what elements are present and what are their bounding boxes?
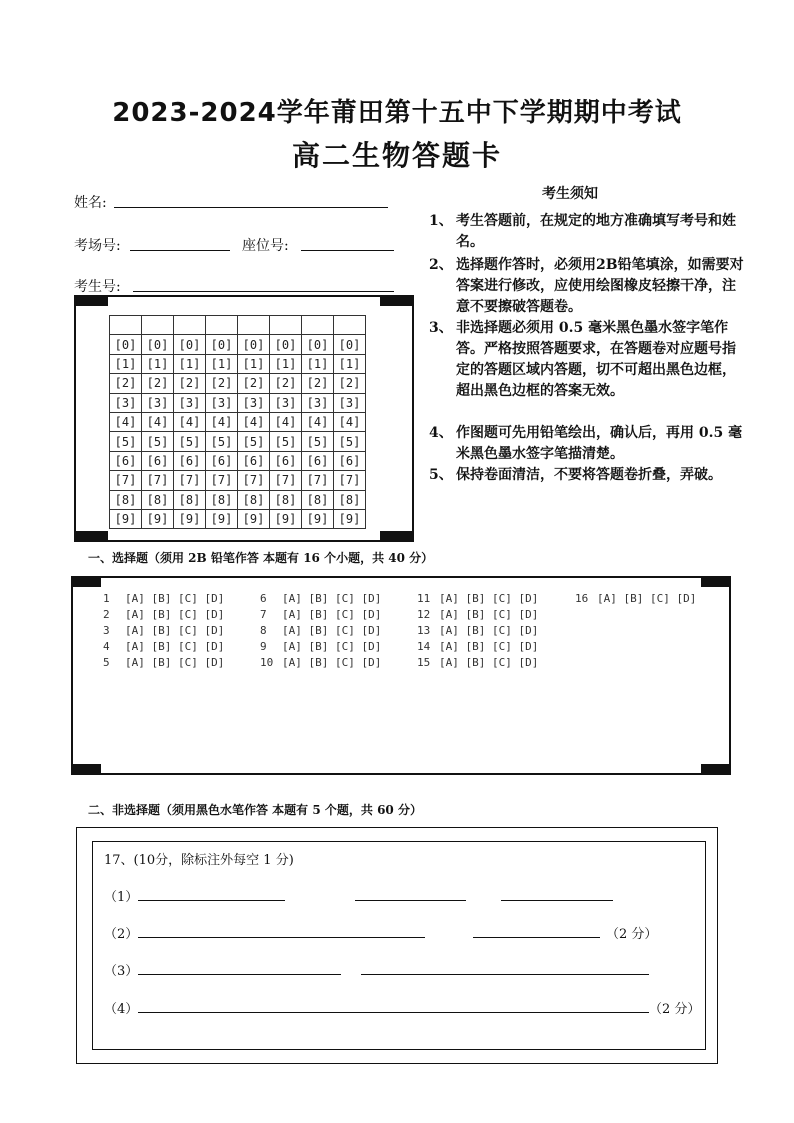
- q17-sub2-label: （2）: [104, 927, 139, 942]
- digit-bubble[interactable]: [0]: [174, 335, 206, 354]
- digit-bubble[interactable]: [9]: [302, 509, 334, 528]
- digit-bubble[interactable]: [4]: [270, 412, 302, 431]
- digit-bubble[interactable]: [7]: [238, 471, 270, 490]
- digit-bubble[interactable]: [8]: [302, 490, 334, 509]
- digit-bubble[interactable]: [7]: [174, 471, 206, 490]
- digit-bubble[interactable]: [3]: [110, 393, 142, 412]
- digit-bubble[interactable]: [5]: [302, 432, 334, 451]
- digit-entry-cell[interactable]: [302, 316, 334, 335]
- answer-options[interactable]: [A] [B] [C] [D]: [282, 592, 382, 605]
- corner-mark: [71, 576, 101, 587]
- answer-options[interactable]: [A] [B] [C] [D]: [125, 592, 225, 605]
- digit-bubble[interactable]: [3]: [334, 393, 366, 412]
- choice-question[interactable]: [417, 624, 538, 637]
- digit-entry-cell[interactable]: [238, 316, 270, 335]
- digit-bubble[interactable]: [2]: [334, 374, 366, 393]
- question-number: 7: [260, 608, 267, 621]
- digit-bubble[interactable]: [0]: [206, 335, 238, 354]
- digit-bubble[interactable]: [1]: [334, 354, 366, 373]
- digit-bubble[interactable]: [9]: [238, 509, 270, 528]
- exam-number-grid-box: [74, 295, 414, 542]
- question17-box: [92, 841, 706, 1050]
- question-number: 8: [260, 624, 267, 637]
- digit-bubble[interactable]: [9]: [174, 509, 206, 528]
- question-number: 16: [575, 592, 589, 605]
- choice-question[interactable]: [417, 656, 538, 669]
- digit-bubble[interactable]: [6]: [238, 451, 270, 470]
- q17-sub2-points: （2 分）: [606, 927, 658, 942]
- digit-bubble[interactable]: [6]: [334, 451, 366, 470]
- notice-item: 5、 保持卷面清洁，不要将答题卷折叠，弄破。: [429, 467, 722, 483]
- digit-bubble[interactable]: [8]: [206, 490, 238, 509]
- question-number: 15: [417, 656, 431, 669]
- corner-mark: [701, 576, 731, 587]
- answer-blank[interactable]: [138, 937, 425, 938]
- section1-heading: 一、选择题（须用 2B 铅笔作答 本题有 16 个小题，共 40 分）: [88, 551, 434, 565]
- corner-mark: [701, 764, 731, 775]
- digit-bubble[interactable]: [6]: [302, 451, 334, 470]
- digit-bubble[interactable]: [6]: [206, 451, 238, 470]
- page-title: 2023-2024学年莆田第十五中下学期期中考试: [112, 98, 682, 128]
- choice-question[interactable]: [260, 656, 381, 669]
- answer-options[interactable]: [A] [B] [C] [D]: [282, 624, 382, 637]
- choice-question[interactable]: [103, 640, 224, 653]
- digit-bubble[interactable]: [7]: [302, 471, 334, 490]
- exam-no-label: 考生号:: [74, 279, 121, 295]
- choice-answer-box: [71, 576, 731, 775]
- digit-entry-cell[interactable]: [174, 316, 206, 335]
- digit-bubble[interactable]: [4]: [238, 412, 270, 431]
- answer-blank[interactable]: [361, 974, 649, 975]
- digit-bubble[interactable]: [8]: [174, 490, 206, 509]
- digit-bubble[interactable]: [2]: [142, 374, 174, 393]
- choice-question[interactable]: [103, 624, 224, 637]
- section2-heading: 二、非选择题（须用黑色水笔作答 本题有 5 个题，共 60 分）: [88, 803, 422, 817]
- answer-options[interactable]: [A] [B] [C] [D]: [282, 608, 382, 621]
- answer-blank[interactable]: [138, 974, 341, 975]
- question-number: 2: [103, 608, 110, 621]
- q17-sub3-label: （3）: [104, 964, 139, 979]
- digit-bubble[interactable]: [4]: [302, 412, 334, 431]
- digit-bubble[interactable]: [5]: [206, 432, 238, 451]
- digit-bubble[interactable]: [1]: [174, 354, 206, 373]
- digit-bubble[interactable]: [8]: [110, 490, 142, 509]
- digit-bubble[interactable]: [9]: [334, 509, 366, 528]
- q17-title: 17、(10分，除标注外每空 1 分): [104, 853, 294, 868]
- corner-mark: [74, 531, 108, 542]
- digit-bubble[interactable]: [8]: [142, 490, 174, 509]
- answer-options[interactable]: [A] [B] [C] [D]: [125, 640, 225, 653]
- digit-bubble[interactable]: [5]: [110, 432, 142, 451]
- question-number: 11: [417, 592, 431, 605]
- answer-options[interactable]: [A] [B] [C] [D]: [125, 624, 225, 637]
- digit-bubble[interactable]: [8]: [270, 490, 302, 509]
- page-subtitle: 高二生物答题卡: [291, 139, 502, 172]
- digit-bubble[interactable]: [4]: [174, 412, 206, 431]
- digit-bubble[interactable]: [1]: [238, 354, 270, 373]
- answer-options[interactable]: [A] [B] [C] [D]: [282, 640, 382, 653]
- digit-bubble[interactable]: [3]: [302, 393, 334, 412]
- answer-blank[interactable]: [355, 900, 466, 901]
- digit-bubble[interactable]: [0]: [270, 335, 302, 354]
- digit-bubble[interactable]: [9]: [142, 509, 174, 528]
- q17-sub4-label: （4）: [104, 1002, 139, 1017]
- notice-item: 2、 选择题作答时，必须用2B铅笔填涂，如需要对答案进行修改，应使用绘图橡皮轻擦干净，注意不要擦破答题卷。: [429, 257, 744, 315]
- choice-question[interactable]: [103, 592, 224, 605]
- digit-bubble[interactable]: [0]: [110, 335, 142, 354]
- digit-bubble[interactable]: [3]: [142, 393, 174, 412]
- question-number: 1: [103, 592, 110, 605]
- notice-item: 3、 非选择题必须用 0.5 毫米黑色墨水签字笔作答。严格按照答题要求，在答题卷对应题号指定的答题区域内答题，切不可超出黑色边框，超出黑色边框的答案无效。: [429, 320, 736, 399]
- digit-bubble[interactable]: [1]: [270, 354, 302, 373]
- digit-bubble[interactable]: [4]: [334, 412, 366, 431]
- choice-question[interactable]: [417, 592, 538, 605]
- answer-options[interactable]: [A] [B] [C] [D]: [439, 608, 539, 621]
- choice-question[interactable]: [103, 608, 224, 621]
- digit-bubble[interactable]: [5]: [174, 432, 206, 451]
- digit-bubble[interactable]: [6]: [174, 451, 206, 470]
- digit-entry-cell[interactable]: [270, 316, 302, 335]
- digit-bubble[interactable]: [9]: [270, 509, 302, 528]
- digit-bubble[interactable]: [0]: [302, 335, 334, 354]
- question-number: 12: [417, 608, 431, 621]
- name-label: 姓名:: [74, 195, 107, 211]
- answer-options[interactable]: [A] [B] [C] [D]: [439, 656, 539, 669]
- digit-bubble[interactable]: [6]: [110, 451, 142, 470]
- digit-bubble[interactable]: [6]: [270, 451, 302, 470]
- digit-bubble[interactable]: [1]: [206, 354, 238, 373]
- answer-options[interactable]: [A] [B] [C] [D]: [125, 656, 225, 669]
- digit-bubble[interactable]: [7]: [142, 471, 174, 490]
- choice-question[interactable]: [103, 656, 224, 669]
- q17-sub1-label: （1）: [104, 890, 139, 905]
- digit-bubble[interactable]: [6]: [142, 451, 174, 470]
- choice-question[interactable]: [417, 640, 538, 653]
- digit-bubble[interactable]: [1]: [110, 354, 142, 373]
- question-number: 3: [103, 624, 110, 637]
- digit-bubble[interactable]: [8]: [238, 490, 270, 509]
- digit-bubble[interactable]: [5]: [334, 432, 366, 451]
- digit-bubble[interactable]: [2]: [270, 374, 302, 393]
- question-number: 6: [260, 592, 267, 605]
- digit-bubble[interactable]: [4]: [142, 412, 174, 431]
- digit-bubble[interactable]: [9]: [206, 509, 238, 528]
- answer-options[interactable]: [A] [B] [C] [D]: [597, 592, 697, 605]
- answer-blank[interactable]: [138, 1012, 649, 1013]
- answer-options[interactable]: [A] [B] [C] [D]: [125, 608, 225, 621]
- digit-bubble[interactable]: [2]: [110, 374, 142, 393]
- name-field[interactable]: [114, 207, 388, 208]
- digit-bubble[interactable]: [3]: [206, 393, 238, 412]
- answer-blank[interactable]: [501, 900, 613, 901]
- digit-bubble[interactable]: [1]: [142, 354, 174, 373]
- digit-entry-cell[interactable]: [206, 316, 238, 335]
- answer-options[interactable]: [A] [B] [C] [D]: [439, 592, 539, 605]
- choice-question[interactable]: [260, 624, 381, 637]
- room-label: 考场号:: [74, 238, 121, 254]
- digit-entry-cell[interactable]: [110, 316, 142, 335]
- digit-bubble[interactable]: [7]: [334, 471, 366, 490]
- digit-bubble[interactable]: [2]: [238, 374, 270, 393]
- digit-bubble[interactable]: [4]: [110, 412, 142, 431]
- answer-options[interactable]: [A] [B] [C] [D]: [282, 656, 382, 669]
- choice-question[interactable]: [260, 608, 381, 621]
- corner-mark: [380, 295, 414, 306]
- digit-bubble[interactable]: [5]: [270, 432, 302, 451]
- notice-item: 1、 考生答题前，在规定的地方准确填写考号和姓名。: [429, 213, 736, 250]
- room-field[interactable]: [130, 250, 230, 251]
- digit-bubble[interactable]: [1]: [302, 354, 334, 373]
- choice-question[interactable]: [417, 608, 538, 621]
- notice-item: 4、 作图题可先用铅笔绘出，确认后，再用 0.5 毫米黑色墨水签字笔描清楚。: [429, 425, 743, 462]
- question-number: 4: [103, 640, 110, 653]
- answer-blank[interactable]: [138, 900, 285, 901]
- digit-bubble[interactable]: [8]: [334, 490, 366, 509]
- choice-question[interactable]: [260, 592, 381, 605]
- digit-bubble[interactable]: [2]: [174, 374, 206, 393]
- corner-mark: [380, 531, 414, 542]
- exam-no-field[interactable]: [133, 291, 394, 292]
- digit-bubble[interactable]: [7]: [270, 471, 302, 490]
- digit-bubble[interactable]: [3]: [270, 393, 302, 412]
- digit-bubble[interactable]: [4]: [206, 412, 238, 431]
- digit-bubble[interactable]: [7]: [206, 471, 238, 490]
- exam-number-grid[interactable]: [109, 315, 366, 529]
- digit-bubble[interactable]: [3]: [174, 393, 206, 412]
- question-number: 9: [260, 640, 267, 653]
- digit-bubble[interactable]: [0]: [334, 335, 366, 354]
- digit-bubble[interactable]: [0]: [142, 335, 174, 354]
- choice-question[interactable]: [260, 640, 381, 653]
- digit-bubble[interactable]: [2]: [302, 374, 334, 393]
- digit-entry-cell[interactable]: [334, 316, 366, 335]
- choice-question[interactable]: [575, 592, 696, 605]
- q17-sub4-points: （2 分）: [649, 1002, 701, 1017]
- seat-label: 座位号:: [242, 238, 289, 254]
- answer-options[interactable]: [A] [B] [C] [D]: [439, 640, 539, 653]
- answer-blank[interactable]: [473, 937, 600, 938]
- digit-entry-cell[interactable]: [142, 316, 174, 335]
- answer-options[interactable]: [A] [B] [C] [D]: [439, 624, 539, 637]
- question-number: 5: [103, 656, 110, 669]
- corner-mark: [74, 295, 108, 306]
- question-number: 13: [417, 624, 431, 637]
- digit-bubble[interactable]: [5]: [142, 432, 174, 451]
- corner-mark: [71, 764, 101, 775]
- digit-bubble[interactable]: [9]: [110, 509, 142, 528]
- seat-field[interactable]: [301, 250, 394, 251]
- question-number: 14: [417, 640, 431, 653]
- digit-bubble[interactable]: [5]: [238, 432, 270, 451]
- digit-bubble[interactable]: [0]: [238, 335, 270, 354]
- digit-bubble[interactable]: [3]: [238, 393, 270, 412]
- question-number: 10: [260, 656, 274, 669]
- digit-bubble[interactable]: [7]: [110, 471, 142, 490]
- notice-title: 考生须知: [542, 186, 598, 202]
- digit-bubble[interactable]: [2]: [206, 374, 238, 393]
